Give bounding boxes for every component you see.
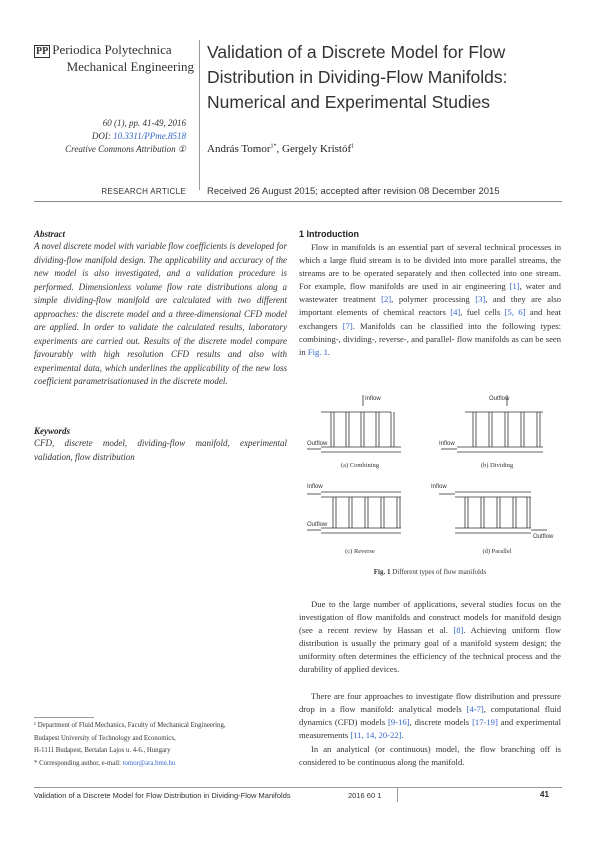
parallel-manifold-diagram: [427, 478, 561, 546]
outflow-label: Outflow: [533, 534, 554, 540]
author-list: András Tomor$^{1*}$, Gergely Kristóf$^1$: [207, 143, 355, 155]
citation-link[interactable]: [7]: [342, 320, 353, 331]
keywords-heading: Keywords: [34, 426, 70, 436]
figure-1: [299, 392, 561, 582]
citation-link[interactable]: [8]: [453, 625, 464, 636]
author-name: Gergely Kristóf: [282, 143, 352, 155]
journal-meta: [34, 117, 186, 156]
footer-separator: [397, 788, 398, 802]
header-divider: [199, 40, 200, 190]
inflow-label: Inflow: [431, 484, 447, 490]
outflow-label: Outflow: [307, 522, 328, 528]
figure-caption: Fig. 1 Different types of flow manifolds: [373, 568, 487, 576]
affiliation-footnote: ¹ Department of Fluid Mechanics, Faculty of Mechanical Engineering, Budapest University of Technology and Economics, H-1111 Budapest, Bertalan Lajos u. 4-6., Hungary: [34, 722, 226, 754]
footer-volume: 2016 60 1: [348, 791, 382, 800]
outflow-label: Outflow: [489, 396, 510, 402]
footer-rule: [34, 787, 562, 788]
doi-line: DOI: 10.3311/PPme.8518: [91, 131, 186, 141]
paragraph: There are four approaches to investigate flow distribution and pressure drop in a flow manifold: analytical models [4-7], computational fluid dynamics (CFD) models [9-16], discrete models [17-19] and experimental measurements [11, 14, 20-22].: [299, 691, 561, 741]
reverse-manifold-diagram: [301, 478, 419, 546]
journal-logo: [34, 42, 194, 75]
corresponding-footnote: * Corresponding author, e-mail: tomor@ara.bme.hu: [34, 760, 176, 767]
page-number: 41: [540, 790, 549, 799]
doi-link[interactable]: 10.3311/PPme.8518: [113, 131, 186, 141]
inflow-label: Inflow: [307, 484, 323, 490]
combining-manifold-diagram: [301, 392, 419, 460]
header-rule: [34, 201, 562, 202]
paragraph: Flow in manifolds is an essential part of several technical processes in which a large fluid stream is to be divided into more parallel streams, the streams are to be operated separately and then collected into one stream. For example, flow manifolds are used in air engineering [1], water and wastewater treatment [2], polymer processing [3], and they are also important elements of chemical reactors [4], fuel cells [5, 6] and heat exchangers [7]. Manifolds can be classified into the following types: combining-, dividing-, reverse-, and parallel- flow manifolds as can be seen in Fig. 1.: [299, 242, 561, 357]
license: Creative Commons Attribution ①: [65, 144, 186, 154]
outflow-label: Outflow: [307, 441, 328, 447]
paragraph: Due to the large number of applications, several studies focus on the investigation of flow manifolds and construct models for manifold design (see a recent review by Hassan et al. [8]. Achieving uniform flow distribution is usually the primary goal of a manifold system design; the uniformity often determines the efficiency of the technical process and the durability of applied devices.: [299, 599, 561, 675]
footer-running-title: Validation of a Discrete Model for Flow Distribution in Dividing-Flow Manifolds: [34, 791, 291, 800]
journal-logo-mark: PP: [36, 46, 49, 57]
journal-name-line2: Mechanical Engineering: [66, 59, 194, 74]
received-dates: Received 26 August 2015; accepted after revision 08 December 2015: [207, 186, 500, 197]
figure-link[interactable]: Fig. 1: [307, 346, 328, 357]
abstract-heading: Abstract: [34, 229, 66, 239]
panel-caption: (b) Dividing: [480, 462, 514, 469]
inflow-label: Inflow: [439, 441, 455, 447]
citation-link[interactable]: [1]: [509, 281, 520, 292]
paragraph: In an analytical (or continuous) model, the flow branching off is considered to be continuous along the manifold.: [299, 744, 561, 768]
citation-link[interactable]: [3]: [475, 294, 486, 305]
volume-pages: 60 (1), pp. 41-49, 2016: [102, 118, 186, 128]
citation-link[interactable]: [5, 6]: [504, 307, 526, 318]
dividing-manifold-diagram: [437, 392, 557, 460]
inflow-label: Inflow: [365, 396, 381, 402]
author-name: András Tomor: [207, 143, 271, 155]
citation-link[interactable]: [9-16]: [388, 717, 410, 728]
section-heading: 1 Introduction: [299, 229, 359, 239]
citation-link[interactable]: [4]: [450, 307, 461, 318]
abstract-text: A novel discrete model with variable flow coefficients is developed for dividing-flow manifold design. The applicability and accuracy of the new model is also investigated, and a validation procedure is performed. Dimensionless volume flow rate distributions along a simple dividing-flow manifold are calculated with two different approaches: the discrete model and a three-dimensional CFD model are applied. In order to validate the calculated results, laboratory experiments are carried out. Results of the discrete model compare favourably with high resolution CFD results and also with experimental data, which underlines the applicability of the new loss coefficient parametrisationused in the discrete model.: [34, 241, 287, 386]
panel-caption: (c) Reverse: [345, 548, 375, 555]
email-link[interactable]: tomor@ara.bme.hu: [122, 760, 176, 767]
journal-name-line1: Periodica Polytechnica: [52, 42, 172, 57]
paper-title: Validation of a Discrete Model for Flow Distribution in Dividing-Flow Manifolds: Numerical and Experimental Studies: [207, 42, 508, 112]
footnote-rule: [34, 717, 94, 718]
article-type: RESEARCH ARTICLE: [101, 187, 186, 196]
keywords-text: CFD, discrete model, dividing-flow manifold, experimental validation, flow distribution: [34, 438, 287, 462]
citation-link[interactable]: [11, 14, 20-22]: [350, 730, 402, 741]
panel-caption: (a) Combining: [340, 462, 380, 469]
citation-link[interactable]: [4-7]: [466, 704, 484, 715]
panel-caption: (d) Parallel: [482, 548, 512, 555]
citation-link[interactable]: [17-19]: [472, 717, 498, 728]
citation-link[interactable]: [2]: [381, 294, 392, 305]
